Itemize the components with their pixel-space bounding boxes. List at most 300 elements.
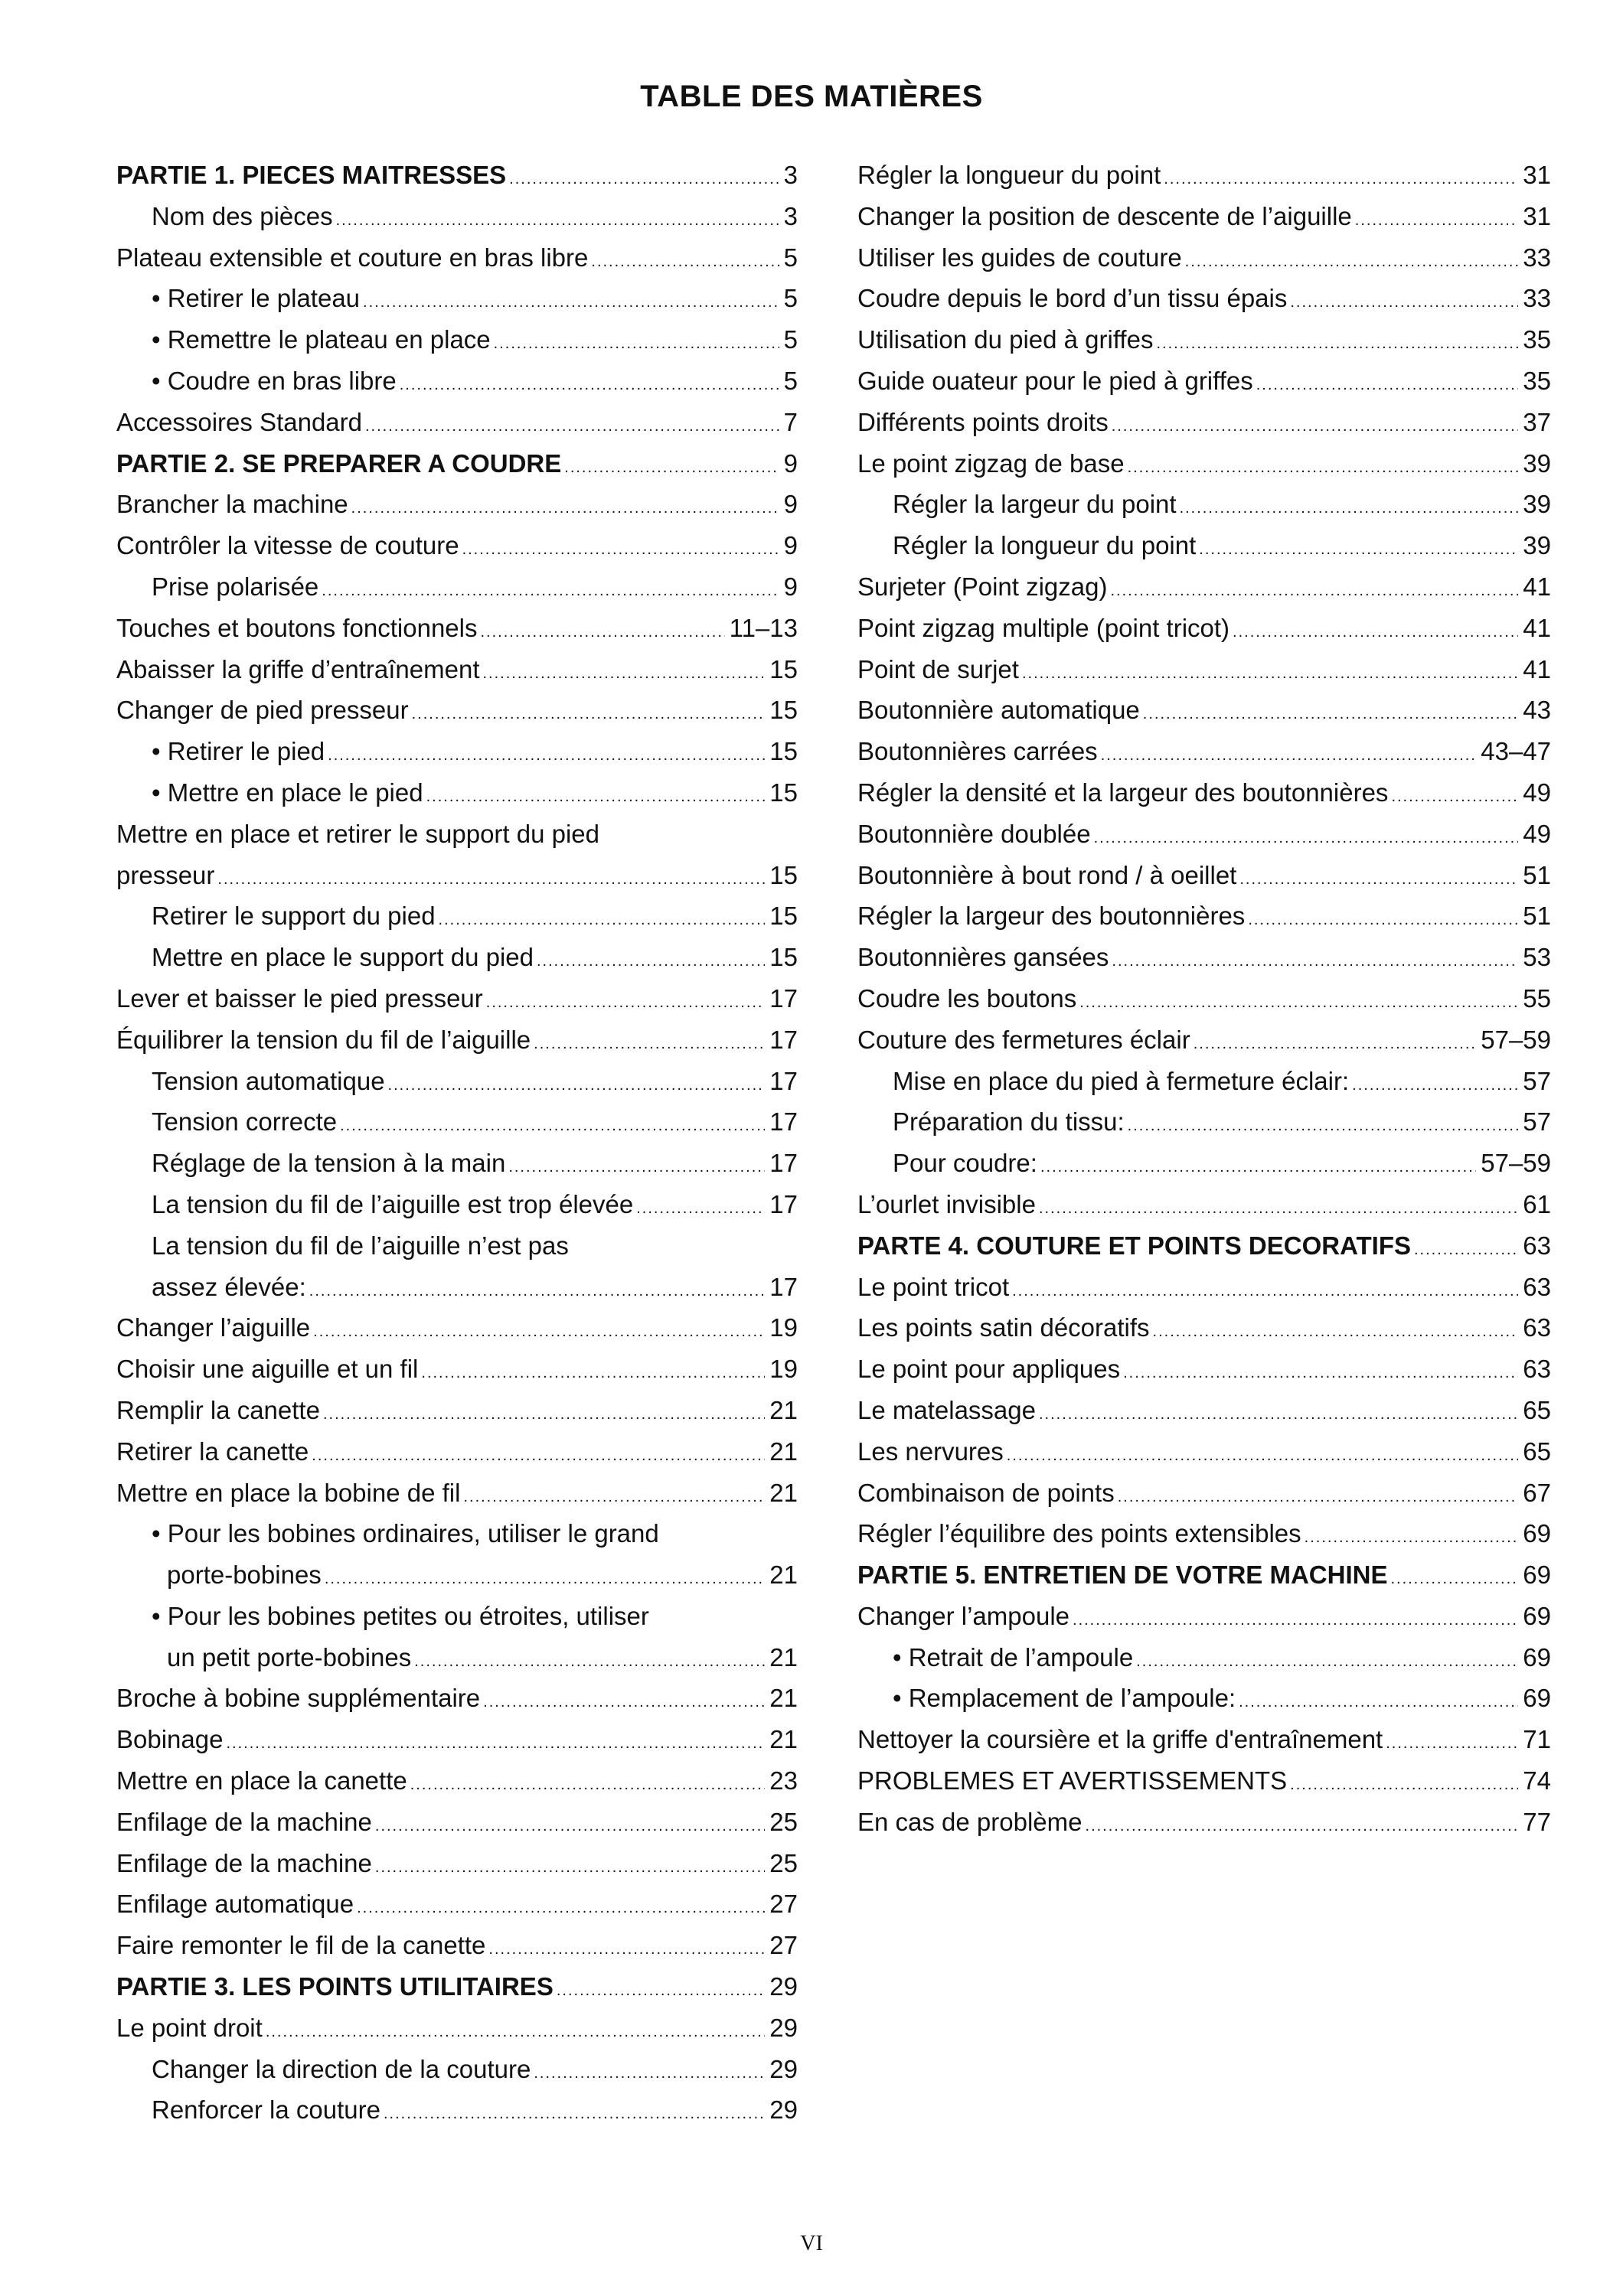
toc-entry-title: La tension du fil de l’aiguille est trop élevée: [152, 1189, 634, 1218]
toc-entry-title: En cas de problème: [857, 1807, 1083, 1836]
toc-entry[interactable]: [116, 649, 798, 690]
dot-leader: [1112, 406, 1519, 448]
dot-leader: [1355, 201, 1519, 242]
toc-entry-page: 69: [1523, 1601, 1551, 1630]
toc-entry[interactable]: [116, 278, 798, 319]
toc-entry-page: 37: [1523, 407, 1551, 436]
toc-entry-page: 15: [769, 943, 798, 972]
dot-leader: [494, 324, 779, 365]
toc-entry-page: 57–59: [1481, 1025, 1551, 1054]
toc-entry-page: 41: [1523, 613, 1551, 642]
toc-entry-page: 5: [783, 366, 798, 395]
dot-leader: [1164, 159, 1518, 201]
toc-entry-title: Plateau extensible et couture en bras libre: [116, 243, 589, 272]
toc-entry-title: PARTIE 5. ENTRETIEN DE VOTRE MACHINE: [857, 1561, 1388, 1590]
toc-entry[interactable]: [116, 443, 798, 484]
toc-entry-title: Le matelassage: [857, 1395, 1036, 1424]
toc-entry-page: 57: [1523, 1066, 1551, 1095]
toc-entry[interactable]: [116, 155, 798, 196]
toc-entry[interactable]: [857, 1760, 1551, 1802]
toc-entry-page: 51: [1523, 860, 1551, 889]
toc-entry[interactable]: [116, 360, 798, 402]
toc-entry[interactable]: [116, 1061, 798, 1102]
dot-leader: [1153, 1312, 1519, 1353]
toc-entry[interactable]: [857, 1554, 1551, 1596]
toc-entry-title: Changer la direction de la couture: [152, 2054, 531, 2083]
dot-leader: [463, 1477, 765, 1518]
toc-entry-title: La tension du fil de l’aiguille n’est pas: [152, 1231, 569, 1260]
toc-entry-page: 27: [769, 1890, 798, 1919]
dot-leader: [312, 1436, 765, 1477]
toc-entry-title: Brancher la machine: [116, 490, 348, 519]
page-title: TABLE DES MATIÈRES: [640, 80, 983, 113]
toc-entry[interactable]: [116, 1637, 798, 1678]
toc-entry[interactable]: [857, 1307, 1551, 1349]
toc-entry-title: porte-bobines: [167, 1561, 322, 1590]
toc-entry-title: Boutonnières gansées: [857, 943, 1109, 972]
toc-entry[interactable]: [116, 2049, 798, 2090]
toc-entry[interactable]: [857, 855, 1551, 896]
toc-entry-title: Contrôler la vitesse de couture: [116, 531, 459, 560]
dot-leader: [1390, 1559, 1518, 1600]
toc-entry-title: Mettre en place la bobine de fil: [116, 1478, 461, 1507]
toc-entry-page: 35: [1523, 325, 1551, 354]
toc-entry-page: 25: [769, 1807, 798, 1836]
toc-entry[interactable]: [857, 1143, 1551, 1184]
toc-entry[interactable]: [857, 1473, 1551, 1514]
toc-entry-page: 21: [769, 1561, 798, 1590]
toc-entry[interactable]: [857, 1637, 1551, 1678]
dot-leader: [1128, 448, 1519, 489]
toc-entry-title: Retirer le support du pied: [152, 902, 436, 931]
toc-entry-title: Coudre depuis le bord d’un tissu épais: [857, 284, 1288, 313]
toc-entry[interactable]: [857, 649, 1551, 690]
toc-entry-page: 29: [769, 2095, 798, 2125]
dot-leader: [1156, 324, 1518, 365]
toc-entry[interactable]: [116, 1966, 798, 2007]
toc-entry-title: • Retrait de l’ampoule: [893, 1642, 1134, 1671]
dot-leader: [534, 1024, 765, 1065]
toc-entry[interactable]: [857, 814, 1551, 855]
toc-entry[interactable]: [116, 1883, 798, 1925]
toc-entry[interactable]: [116, 690, 798, 731]
toc-entry-title: Boutonnière à bout rond / à oeillet: [857, 860, 1237, 889]
toc-entry[interactable]: [116, 2089, 798, 2131]
toc-entry-page: 51: [1523, 902, 1551, 931]
toc-entry-page: 63: [1523, 1231, 1551, 1260]
dot-leader: [508, 1147, 765, 1189]
toc-entry-title: Abaisser la griffe d’entraînement: [116, 654, 480, 683]
toc-entry[interactable]: [857, 1349, 1551, 1390]
dot-leader: [266, 2012, 765, 2053]
toc-entry[interactable]: [116, 855, 798, 896]
dot-leader: [636, 1189, 765, 1230]
toc-entry-title: Mise en place du pied à fermeture éclair:: [893, 1066, 1350, 1095]
dot-leader: [1040, 1147, 1476, 1189]
toc-entry-title: L’ourlet invisible: [857, 1189, 1036, 1218]
dot-leader: [1039, 1189, 1518, 1230]
toc-entry[interactable]: [857, 360, 1551, 402]
toc-entry[interactable]: [116, 1473, 798, 1514]
dot-leader: [226, 1724, 765, 1765]
toc-entry[interactable]: [116, 608, 798, 649]
toc-entry-page: 21: [769, 1725, 798, 1754]
dot-leader: [1290, 1765, 1518, 1806]
toc-entry-page: 17: [769, 1189, 798, 1218]
dot-leader: [375, 1848, 765, 1889]
toc-entry[interactable]: [116, 1307, 798, 1349]
dot-leader: [388, 1065, 766, 1107]
toc-entry-page: 63: [1523, 1272, 1551, 1301]
toc-entry[interactable]: [116, 731, 798, 772]
dot-leader: [439, 900, 766, 941]
toc-entry-title: Les nervures: [857, 1437, 1004, 1466]
dot-leader: [488, 1929, 765, 1971]
toc-entry[interactable]: [116, 1513, 798, 1554]
dot-leader: [410, 1765, 766, 1806]
toc-entry-page: 67: [1523, 1478, 1551, 1507]
toc-entry-title: • Pour les bobines ordinaires, utiliser le grand: [152, 1519, 659, 1548]
toc-entry[interactable]: [116, 1349, 798, 1390]
toc-entry-title: Surjeter (Point zigzag): [857, 572, 1108, 601]
toc-entry-page: 21: [769, 1684, 798, 1713]
dot-leader: [363, 282, 779, 324]
toc-entry-page: 29: [769, 2013, 798, 2042]
toc-entry-title: Changer l’ampoule: [857, 1601, 1070, 1630]
toc-entry-title: Le point tricot: [857, 1272, 1010, 1301]
toc-entry[interactable]: [116, 1802, 798, 1843]
toc-entry-page: 65: [1523, 1395, 1551, 1424]
dot-leader: [336, 201, 779, 242]
toc-entry-title: Mettre en place la canette: [116, 1766, 407, 1795]
toc-entry-title: Mettre en place le support du pied: [152, 943, 534, 972]
dot-leader: [1101, 735, 1477, 777]
toc-entry-title: Lever et baisser le pied presseur: [116, 983, 483, 1013]
toc-entry-title: Coudre les boutons: [857, 983, 1077, 1013]
dot-leader: [322, 571, 779, 612]
toc-entry-title: Changer de pied presseur: [116, 696, 409, 725]
toc-entry-title: Régler l’équilibre des points extensibles: [857, 1519, 1301, 1548]
toc-entry-title: Couture des fermetures éclair: [857, 1025, 1190, 1054]
dot-leader: [1352, 1065, 1518, 1107]
dot-leader: [1414, 1230, 1518, 1271]
toc-entry[interactable]: [857, 937, 1551, 978]
toc-entry-page: 57: [1523, 1107, 1551, 1137]
toc-entry-title: Préparation du tissu:: [893, 1107, 1125, 1137]
toc-entry-title: Réglage de la tension à la main: [152, 1149, 506, 1178]
toc-entry[interactable]: [116, 1925, 798, 1966]
toc-entry[interactable]: [857, 895, 1551, 937]
dot-leader: [1239, 859, 1518, 901]
dot-leader: [325, 1559, 765, 1600]
toc-entry[interactable]: [857, 731, 1551, 772]
toc-entry[interactable]: [857, 1802, 1551, 1843]
toc-entry-page: 71: [1523, 1725, 1551, 1754]
toc-entry-title: Boutonnières carrées: [857, 737, 1098, 766]
dot-leader: [462, 530, 779, 571]
toc-entry[interactable]: [116, 772, 798, 814]
toc-entry-title: Combinaison de points: [857, 1478, 1115, 1507]
dot-leader: [1118, 1477, 1519, 1518]
toc-entry-title: Régler la longueur du point: [857, 161, 1161, 189]
toc-entry-page: 19: [769, 1313, 798, 1342]
toc-entry-title: presseur: [116, 860, 215, 889]
toc-entry[interactable]: [116, 196, 798, 237]
dot-leader: [1079, 983, 1518, 1024]
toc-entry-title: Touches et boutons fonctionnels: [116, 613, 478, 642]
toc-entry-page: 17: [769, 983, 798, 1013]
toc-entry[interactable]: [857, 978, 1551, 1019]
toc-entry-title: Boutonnière doublée: [857, 819, 1091, 848]
toc-entry[interactable]: [116, 1267, 798, 1308]
toc-entry-page: 29: [769, 1972, 798, 2001]
toc-entry-title: Les points satin décoratifs: [857, 1313, 1150, 1342]
toc-entry-title: Régler la densité et la largeur des boutonnières: [857, 778, 1389, 807]
toc-entry[interactable]: [116, 1760, 798, 1802]
toc-entry-page: 65: [1523, 1437, 1551, 1466]
toc-entry[interactable]: [116, 484, 798, 525]
toc-entry-title: • Remettre le plateau en place: [152, 325, 491, 354]
toc-column-left: [116, 155, 798, 2131]
toc-entry-title: Prise polarisée: [152, 572, 319, 601]
toc-entry-title: assez élevée:: [152, 1272, 306, 1301]
toc-entry[interactable]: [116, 1843, 798, 1884]
dot-leader: [313, 1312, 765, 1353]
toc-entry-title: Faire remonter le fil de la canette: [116, 1931, 486, 1960]
dot-leader: [357, 1888, 765, 1929]
toc-entry[interactable]: [857, 1719, 1551, 1760]
toc-entry-page: 69: [1523, 1561, 1551, 1590]
dot-leader: [1128, 1106, 1519, 1147]
toc-entry-page: 21: [769, 1395, 798, 1424]
toc-entry[interactable]: [116, 1019, 798, 1061]
toc-entry-page: 77: [1523, 1807, 1551, 1836]
toc-entry-page: 21: [769, 1437, 798, 1466]
toc-entry-page: 15: [769, 696, 798, 725]
toc-entry-page: 39: [1523, 531, 1551, 560]
dot-leader: [537, 941, 765, 983]
dot-leader: [1143, 694, 1519, 735]
toc-entry-title: Choisir une aiguille et un fil: [116, 1355, 419, 1384]
toc-entry-title: PROBLEMES ET AVERTISSEMENTS: [857, 1766, 1288, 1795]
toc-entry-page: 29: [769, 2054, 798, 2083]
toc-entry[interactable]: [857, 772, 1551, 814]
toc-entry-title: Changer l’aiguille: [116, 1313, 311, 1342]
dot-leader: [483, 1682, 765, 1724]
toc-entry[interactable]: [116, 937, 798, 978]
toc-entry-page: 57–59: [1481, 1149, 1551, 1178]
toc-entry[interactable]: [857, 1431, 1551, 1473]
toc-entry-title: Régler la largeur du point: [893, 490, 1177, 519]
toc-entry[interactable]: [857, 566, 1551, 608]
dot-leader: [564, 448, 779, 489]
toc-column-right: [857, 155, 1551, 1843]
toc-entry-page: 25: [769, 1848, 798, 1877]
toc-entry-page: 31: [1523, 161, 1551, 189]
toc-entry-title: Tension automatique: [152, 1066, 385, 1095]
toc-entry-page: 15: [769, 778, 798, 807]
toc-entry-title: Guide ouateur pour le pied à griffes: [857, 366, 1253, 395]
toc-entry-page: 5: [783, 284, 798, 313]
toc-entry[interactable]: [857, 443, 1551, 484]
dot-leader: [1022, 654, 1518, 695]
page-number: VI: [800, 2232, 823, 2255]
toc-entry-title: PARTIE 2. SE PREPARER A COUDRE: [116, 448, 562, 478]
toc-entry-page: 74: [1523, 1766, 1551, 1795]
toc-entry[interactable]: [116, 1184, 798, 1225]
toc-entry-title: Nettoyer la coursière et la griffe d'entraînement: [857, 1725, 1383, 1754]
toc-entry-title: • Mettre en place le pied: [152, 778, 423, 807]
toc-entry-title: Le point zigzag de base: [857, 448, 1125, 478]
dot-leader: [400, 365, 779, 406]
toc-entry[interactable]: [116, 237, 798, 279]
toc-entry-page: 9: [783, 448, 798, 478]
toc-entry[interactable]: [116, 1225, 798, 1267]
toc-entry[interactable]: [116, 1678, 798, 1719]
toc-entry[interactable]: [857, 484, 1551, 525]
toc-entry[interactable]: [116, 1143, 798, 1184]
toc-entry[interactable]: [116, 2007, 798, 2049]
dot-leader: [351, 488, 779, 530]
toc-entry-page: 39: [1523, 448, 1551, 478]
toc-entry-page: 3: [783, 161, 798, 189]
toc-entry-title: Changer la position de descente de l’aiguille: [857, 201, 1352, 230]
dot-leader: [481, 612, 725, 654]
toc-entry-title: Régler la largeur des boutonnières: [857, 902, 1246, 931]
toc-entry[interactable]: [116, 814, 798, 855]
toc-entry[interactable]: [116, 1719, 798, 1760]
toc-entry[interactable]: [857, 1225, 1551, 1267]
toc-entry[interactable]: [857, 402, 1551, 443]
toc-entry[interactable]: [857, 1596, 1551, 1637]
dot-leader: [384, 2094, 765, 2135]
toc-entry[interactable]: [116, 566, 798, 608]
dot-leader: [217, 859, 765, 901]
dot-leader: [1233, 612, 1518, 654]
toc-entry[interactable]: [857, 1513, 1551, 1554]
toc-entry-page: 69: [1523, 1684, 1551, 1713]
toc-entry-title: Remplir la canette: [116, 1395, 320, 1424]
toc-entry[interactable]: [857, 525, 1551, 566]
toc-entry[interactable]: [857, 155, 1551, 196]
dot-leader: [1256, 365, 1519, 406]
toc-entry[interactable]: [116, 1554, 798, 1596]
toc-entry-page: 55: [1523, 983, 1551, 1013]
toc-entry-title: • Pour les bobines petites ou étroites, utiliser: [152, 1601, 649, 1630]
toc-entry[interactable]: [857, 196, 1551, 237]
toc-entry[interactable]: [116, 1431, 798, 1473]
dot-leader: [1239, 1682, 1518, 1724]
toc-entry-title: • Remplacement de l’ampoule:: [893, 1684, 1236, 1713]
toc-entry-page: 49: [1523, 819, 1551, 848]
toc-entry-title: Le point pour appliques: [857, 1355, 1121, 1384]
toc-entry[interactable]: [857, 1061, 1551, 1102]
toc-entry-title: un petit porte-bobines: [167, 1642, 412, 1671]
toc-entry-title: Mettre en place et retirer le support du pied: [116, 819, 600, 848]
dot-leader: [426, 777, 766, 818]
toc-entry-title: Bobinage: [116, 1725, 224, 1754]
toc-entry-page: 15: [769, 654, 798, 683]
toc-entry-page: 21: [769, 1642, 798, 1671]
toc-entry-title: Accessoires Standard: [116, 407, 362, 436]
toc-entry[interactable]: [116, 978, 798, 1019]
dot-leader: [414, 1642, 765, 1683]
toc-entry[interactable]: [116, 1390, 798, 1431]
toc-entry[interactable]: [857, 1184, 1551, 1225]
toc-entry-page: 9: [783, 572, 798, 601]
toc-entry[interactable]: [857, 1678, 1551, 1719]
dot-leader: [591, 242, 779, 283]
toc-entry-title: Régler la longueur du point: [893, 531, 1197, 560]
toc-entry-title: Boutonnière automatique: [857, 696, 1140, 725]
toc-entry[interactable]: [116, 1101, 798, 1143]
toc-entry-page: 49: [1523, 778, 1551, 807]
toc-entry-page: 41: [1523, 654, 1551, 683]
toc-entry-page: 17: [769, 1025, 798, 1054]
toc-entry[interactable]: [857, 1101, 1551, 1143]
toc-entry[interactable]: [857, 237, 1551, 279]
toc-entry[interactable]: [857, 1267, 1551, 1308]
toc-entry-page: 17: [769, 1066, 798, 1095]
toc-entry-title: Utilisation du pied à griffes: [857, 325, 1154, 354]
toc-entry[interactable]: [857, 690, 1551, 731]
dot-leader: [340, 1106, 765, 1147]
dot-leader: [365, 406, 779, 448]
toc-entry[interactable]: [116, 1596, 798, 1637]
toc-entry-page: 63: [1523, 1355, 1551, 1384]
toc-entry-page: 23: [769, 1766, 798, 1795]
toc-entry-title: Utiliser les guides de couture: [857, 243, 1182, 272]
toc-entry[interactable]: [857, 1019, 1551, 1061]
toc-entry[interactable]: [857, 608, 1551, 649]
toc-entry-page: 19: [769, 1355, 798, 1384]
dot-leader: [1248, 900, 1518, 941]
toc-entry-title: PARTIE 3. LES POINTS UTILITAIRES: [116, 1972, 554, 2001]
toc-entry-page: 69: [1523, 1642, 1551, 1671]
dot-leader: [486, 983, 766, 1024]
toc-entry-page: 33: [1523, 284, 1551, 313]
toc-entry-page: 43–47: [1481, 737, 1551, 766]
toc-entry-page: 21: [769, 1478, 798, 1507]
dot-leader: [1112, 941, 1518, 983]
dot-leader: [412, 694, 766, 735]
toc-entry-title: Retirer la canette: [116, 1437, 309, 1466]
dot-leader: [1290, 282, 1518, 324]
toc-entry-title: • Retirer le plateau: [152, 284, 361, 313]
toc-entry-page: 15: [769, 902, 798, 931]
toc-entry-title: Différents points droits: [857, 407, 1109, 436]
toc-entry-page: 41: [1523, 572, 1551, 601]
dot-leader: [1136, 1642, 1518, 1683]
dot-leader: [421, 1353, 765, 1394]
toc-entry-page: 39: [1523, 490, 1551, 519]
toc-entry-page: 17: [769, 1272, 798, 1301]
toc-entry[interactable]: [116, 895, 798, 937]
dot-leader: [1086, 1806, 1519, 1848]
toc-entry-title: Tension correcte: [152, 1107, 338, 1137]
dot-leader: [323, 1394, 765, 1436]
toc-entry[interactable]: [116, 319, 798, 360]
toc-entry[interactable]: [116, 525, 798, 566]
dot-leader: [1386, 1724, 1518, 1765]
toc-entry[interactable]: [857, 1390, 1551, 1431]
toc-entry[interactable]: [857, 319, 1551, 360]
toc-entry-title: Broche à bobine supplémentaire: [116, 1684, 481, 1713]
toc-entry[interactable]: [116, 402, 798, 443]
toc-entry-title: • Coudre en bras libre: [152, 366, 397, 395]
toc-entry[interactable]: [857, 278, 1551, 319]
dot-leader: [375, 1806, 765, 1848]
